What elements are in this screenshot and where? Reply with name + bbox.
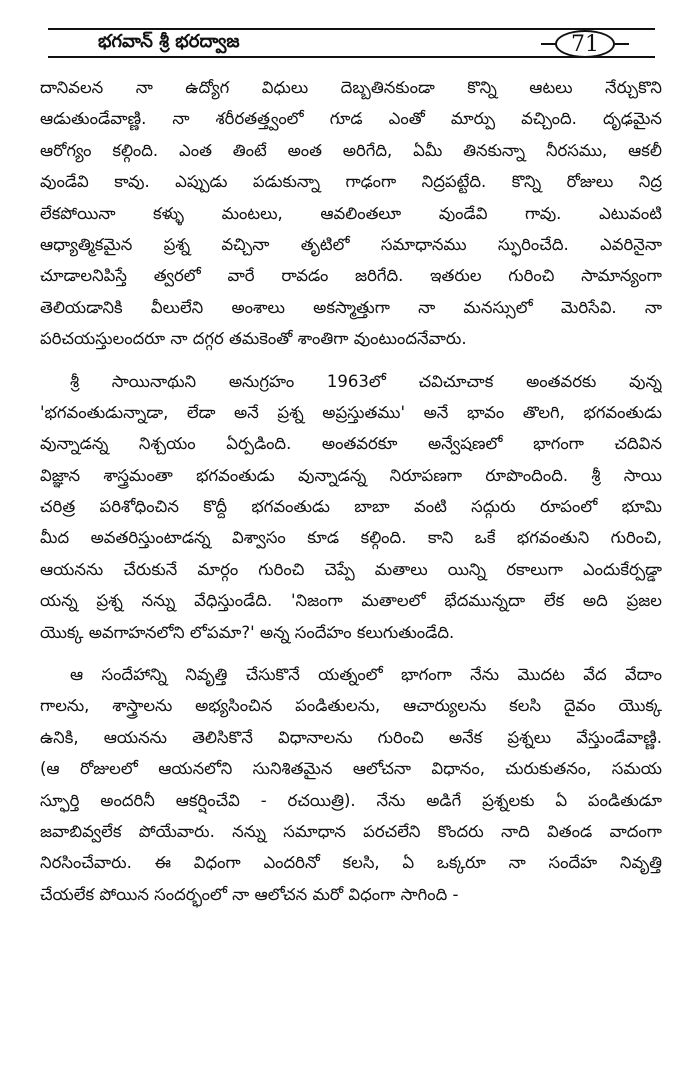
text-line: తెలియడానికి వీలులేని అంశాలు అకస్మాత్తుగా నా మనస్సులో మెరిసేవి. నా xyxy=(40,297,662,317)
text-line: యన్న ప్రశ్న నన్ను వేధిస్తుండేది. 'నిజంగా మతాలలో భేదమున్నదా లేక అది ప్రజల xyxy=(40,591,662,611)
text-line: (ఆ రోజులలో ఆయనలోని సునిశితమైన ఆలోచనా విధానం, చురుకుతనం, సమయ xyxy=(40,759,662,779)
text-line: చేయలేక పోయిన సందర్భంలో నా ఆలోచన మరో విధంగా సాగింది - xyxy=(40,884,459,904)
text-line: నిరసించేవారు. ఈ విధంగా ఎందరినో కలసి, ఏ ఒక్కరూ నా సందేహ నివృత్తి xyxy=(40,853,662,873)
text-line: గాలను, శాస్త్రాలను అభ్యసించిన పండితులను, ఆచార్యులను కలసి దైవం యొక్క xyxy=(40,696,662,716)
text-line: ఉనికి, ఆయనను తెలిసికొనే విధానాలను గురించి అనేక ప్రశ్నలు వేస్తుండేవాణ్ణి. xyxy=(40,727,662,747)
paragraph xyxy=(40,659,662,910)
text-line: ఆడుతుండేవాణ్ణి. నా శరీరతత్త్వంలో గూడ ఎంతో మార్పు వచ్చింది. దృఢమైన xyxy=(40,109,662,129)
text-line: దానివలన నా ఉద్యోగ విధులు దెబ్బతినకుండా కొన్ని ఆటలు నేర్చుకొని xyxy=(40,78,662,97)
paragraph xyxy=(40,72,662,355)
text-line: ఆ సందేహాన్ని నివృత్తి చేసుకొనే యత్నంలో భాగంగా నేను మొదట వేద వేదాం xyxy=(70,665,662,685)
text-line: స్ఫూర్తి అందరినీ ఆకర్షించేవి - రచయిత్రి). నేను అడిగే ప్రశ్నలకు ఏ పండితుడూ xyxy=(40,790,662,810)
text-line: విజ్ఞాన శాస్త్రమంతా భగవంతుడు వున్నాడన్న నిరూపణగా రూపొందింది. శ్రీ సాయి xyxy=(40,465,662,485)
text-line: ఆయనను చేరుకునే మార్గం గురించి చెప్పే మతాలు యిన్ని రకాలుగా ఎందుకేర్పడ్డా xyxy=(40,559,662,579)
page-number: 71 xyxy=(555,30,615,58)
paragraph xyxy=(40,366,662,649)
header-bottom-rule xyxy=(48,56,655,58)
text-line: ఆరోగ్యం కల్గింది. ఎంత తింటే అంత అరిగేది, ఏమీ తినకున్నా నీరసము, ఆకలీ xyxy=(40,140,662,160)
text-line: జవాబివ్వలేక పోయేవారు. నన్ను సమాధాన పరచలేని కొందరు నాది వితండ వాదంగా xyxy=(40,821,662,841)
body-text xyxy=(40,72,662,910)
book-title: భగవాన్ శ్రీ భరద్వాజ xyxy=(98,31,240,52)
text-line: చూడాలనిపిస్తే త్వరలో వారే రావడం జరిగేది. ఇతరుల గురించి సామాన్యంగా xyxy=(40,266,662,286)
text-line: పరిచయస్తులందరూ నా దగ్గర తమకెంతో శాంతిగా వుంటుందనేవారు. xyxy=(40,329,467,349)
text-line: చరిత్ర పరిశోధించిన కొద్దీ భగవంతుడు బాబా వంటి సద్గురు రూపంలో భూమి xyxy=(40,497,662,517)
header-top-rule xyxy=(48,28,655,30)
running-header xyxy=(48,28,655,58)
text-line: ఆధ్యాత్మికమైన ప్రశ్న వచ్చినా తృటిలో సమాధానము స్ఫురించేది. ఎవరినైనా xyxy=(40,234,662,254)
text-line: లేకపోయినా కళ్ళు మంటలు, ఆవలింతలూ వుండేవి గావు. ఎటువంటి xyxy=(40,203,662,223)
text-line: వున్నాడన్న నిశ్చయం ఏర్పడింది. అంతవరకూ అన్వేషణలో భాగంగా చదివిన xyxy=(40,434,662,454)
text-line: యొక్క అవగాహనలోని లోపమా?' అన్న సందేహం కలుగుతుండేది. xyxy=(40,622,455,642)
text-line: శ్రీ సాయినాథుని అనుగ్రహం 1963లో చవిచూచాక అంతవరకు వున్న xyxy=(70,371,662,391)
text-line: వుండేవి కావు. ఎప్పుడు పడుకున్నా గాఢంగా నిద్రపట్టేది. కొన్ని రోజులు నిద్ర xyxy=(40,172,662,192)
text-line: 'భగవంతుడున్నాడా, లేడా అనే ప్రశ్న అప్రస్తుతము' అనే భావం తొలగి, భగవంతుడు xyxy=(40,402,662,422)
text-line: మీద అవతరిస్తుంటాడన్న విశ్వాసం కూడ కల్గింది. కాని ఒకే భగవంతుని గురించి, xyxy=(40,528,662,548)
